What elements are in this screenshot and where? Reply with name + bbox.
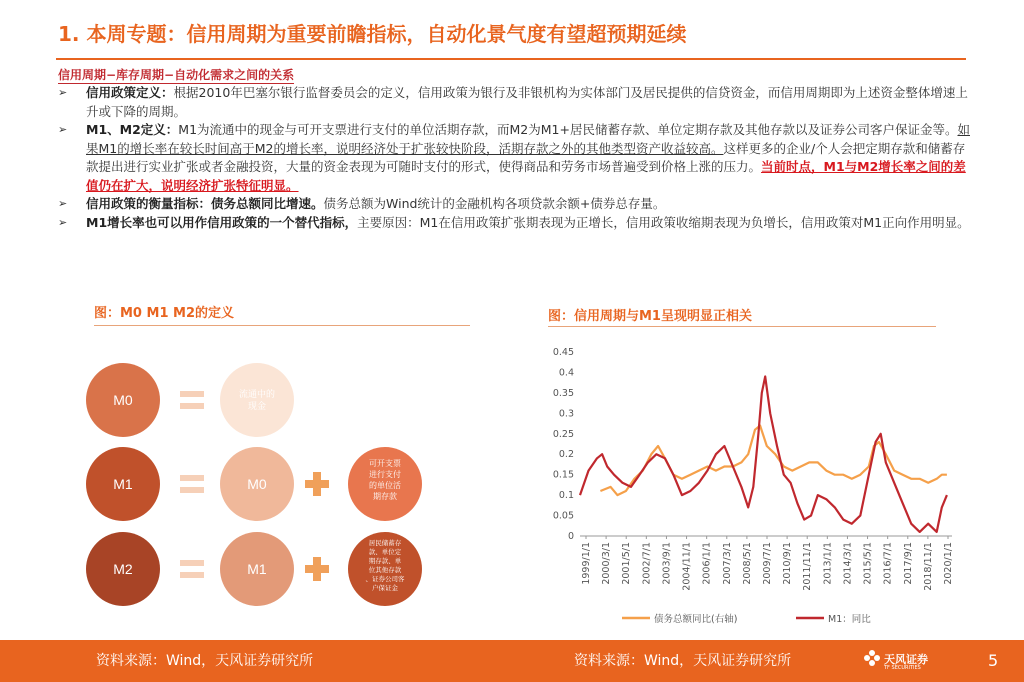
y-tick-label: 0.35: [552, 387, 574, 399]
arrow-bullet-icon: ➢: [58, 123, 68, 136]
bullet-text: 主要原因：M1在信用政策扩张期表现为正增长，信用政策收缩期表现为负增长，信用政策对M1正向作用明显。: [357, 214, 970, 230]
x-tick-label: 2009/7/1: [762, 542, 773, 585]
savings-line6: 户保证金: [372, 584, 398, 592]
figure-left-caption: 图：M0 M1 M2的定义: [94, 306, 234, 321]
demand-deposit-line4: 期存款: [373, 492, 397, 501]
cash-label-line2: 现金: [247, 402, 267, 412]
equals-bar-top: [180, 391, 204, 397]
bullet-heading: 信用政策定义：: [86, 85, 174, 100]
legend-label-m1: M1：同比: [828, 614, 871, 625]
savings-line5: 、证券公司客: [365, 575, 405, 583]
equals-bar-top: [180, 475, 204, 481]
x-tick-label: 2014/3/1: [842, 542, 854, 585]
plus-vertical: [313, 472, 321, 496]
x-tick-label: 2006/1/1: [701, 542, 713, 585]
x-tick-label: 2010/9/1: [782, 542, 794, 585]
x-tick-label: 2001/5/1: [621, 542, 633, 585]
y-tick-label: 0.25: [552, 428, 574, 440]
demand-deposit-line2: 进行支付: [369, 470, 401, 479]
y-tick-label: 0.15: [552, 469, 574, 481]
x-tick-label: 2013/1/1: [822, 542, 834, 585]
savings-line3: 期存款、单: [368, 557, 402, 565]
equals-bar-bottom: [180, 572, 204, 578]
savings-line2: 款、单位定: [368, 548, 402, 556]
m1-sub-label: M1: [247, 561, 267, 577]
x-tick-label: 2017/9/1: [902, 542, 914, 585]
demand-deposit-line1: 可开支票: [369, 459, 401, 468]
bullet-highlight-text: 当前时点，M1与M2增长率之间的差值仍在扩大，说明经济扩张特征明显。: [86, 159, 966, 193]
bullet-heading: 信用政策的衡量指标：债务总额同比增速。: [86, 196, 324, 211]
cash-label-line1: 流通中的: [238, 390, 276, 400]
x-tick-label: 2003/9/1: [661, 542, 673, 585]
source-note-right: 资料来源：Wind，天风证券研究所: [574, 653, 792, 669]
legend-label-debt: 债务总额同比(右轴): [654, 614, 738, 625]
y-tick-label: 0.1: [558, 490, 574, 502]
bullet-underlined-text: 如果M1的增长率在较长时间高于M2的增长率，说明经济处于扩张较快阶段，活期存款之外的其他类型资产收益较高。: [86, 122, 970, 156]
m0-sub-label: M0: [247, 476, 267, 492]
bullet-text: 这样更多的企业/个人会把定期存款和储蓄存款提出进行实业扩张或者金融投资，大量的资金表现为可随时支付的形式，使得商品和劳务市场普遍受到价格上涨的压力。: [86, 140, 966, 174]
bullet-heading: M1、M2定义：: [86, 122, 179, 137]
arrow-bullet-icon: ➢: [58, 215, 68, 229]
tf-securities-logo-icon: [862, 648, 882, 668]
x-tick-label: 1999/1/1: [581, 542, 592, 585]
x-tick-label: 2004/11/1: [681, 542, 693, 591]
equals-bar-bottom: [180, 487, 204, 493]
x-tick-label: 2020/1/1: [943, 542, 954, 585]
section-subtitle: 信用周期−库存周期−自动化需求之间的关系: [58, 68, 295, 82]
series-line-m1: [580, 377, 947, 532]
y-tick-label: 0.05: [552, 510, 574, 522]
x-tick-label: 2007/3/1: [721, 542, 733, 585]
arrow-bullet-icon: ➢: [58, 86, 68, 99]
credit-m1-line-chart: [540, 338, 960, 636]
y-tick-label: 0.45: [552, 347, 574, 358]
m1-label: M1: [113, 476, 133, 492]
page-number: 5: [988, 651, 999, 670]
x-tick-label: 2015/5/1: [862, 542, 874, 585]
source-note-left: 资料来源：Wind，天风证券研究所: [96, 653, 314, 669]
equals-bar-top: [180, 560, 204, 566]
y-tick-label: 0.4: [558, 367, 574, 379]
x-tick-label: 2008/5/1: [741, 542, 753, 585]
figure-right-caption: 图：信用周期与M1呈现明显正相关: [548, 309, 752, 324]
page-title: 1. 本周专题：信用周期为重要前瞻指标，自动化景气度有望超预期延续: [58, 22, 687, 46]
m0-label: M0: [113, 392, 133, 408]
plus-vertical: [313, 557, 321, 581]
m2-label: M2: [113, 561, 133, 577]
bullet-text: 根据2010年巴塞尔银行监督委员会的定义，信用政策为银行及非银机构为实体部门及居民提供的信贷资金，而信用周期即为上述资金整体增速上升或下降的周期。: [86, 85, 968, 119]
y-tick-label: 0.3: [558, 408, 574, 420]
logo-text: 天风证券: [884, 653, 928, 666]
x-tick-label: 2000/3/1: [601, 542, 613, 585]
bullet-heading: M1增长率也可以用作信用政策的一个替代指标，: [86, 214, 358, 230]
savings-line4: 位其他存款: [368, 566, 402, 574]
x-tick-label: 2016/7/1: [882, 542, 894, 585]
y-tick-label: 0: [567, 531, 574, 542]
y-tick-label: 0.2: [558, 449, 574, 461]
x-tick-label: 2002/7/1: [641, 542, 653, 585]
cash-circle: [220, 363, 294, 437]
demand-deposit-line3: 的单位活: [369, 481, 401, 490]
bullet-text: M1为流通中的现金与可开支票进行支付的单位活期存款，而M2为M1+居民储蓄存款、单位定期存款及其他存款以及证券公司客户保证金等。: [178, 122, 958, 137]
equals-bar-bottom: [180, 403, 204, 409]
arrow-bullet-icon: ➢: [58, 197, 68, 210]
bullet-text: 债务总额为Wind统计的金融机构各项贷款余额+债券总存量。: [323, 196, 666, 211]
savings-line1: 居民储蓄存: [368, 539, 402, 547]
x-tick-label: 2011/11/1: [802, 542, 814, 591]
logo-subtext: TF SECURITIES: [884, 665, 921, 671]
x-tick-label: 2018/11/1: [922, 542, 934, 591]
